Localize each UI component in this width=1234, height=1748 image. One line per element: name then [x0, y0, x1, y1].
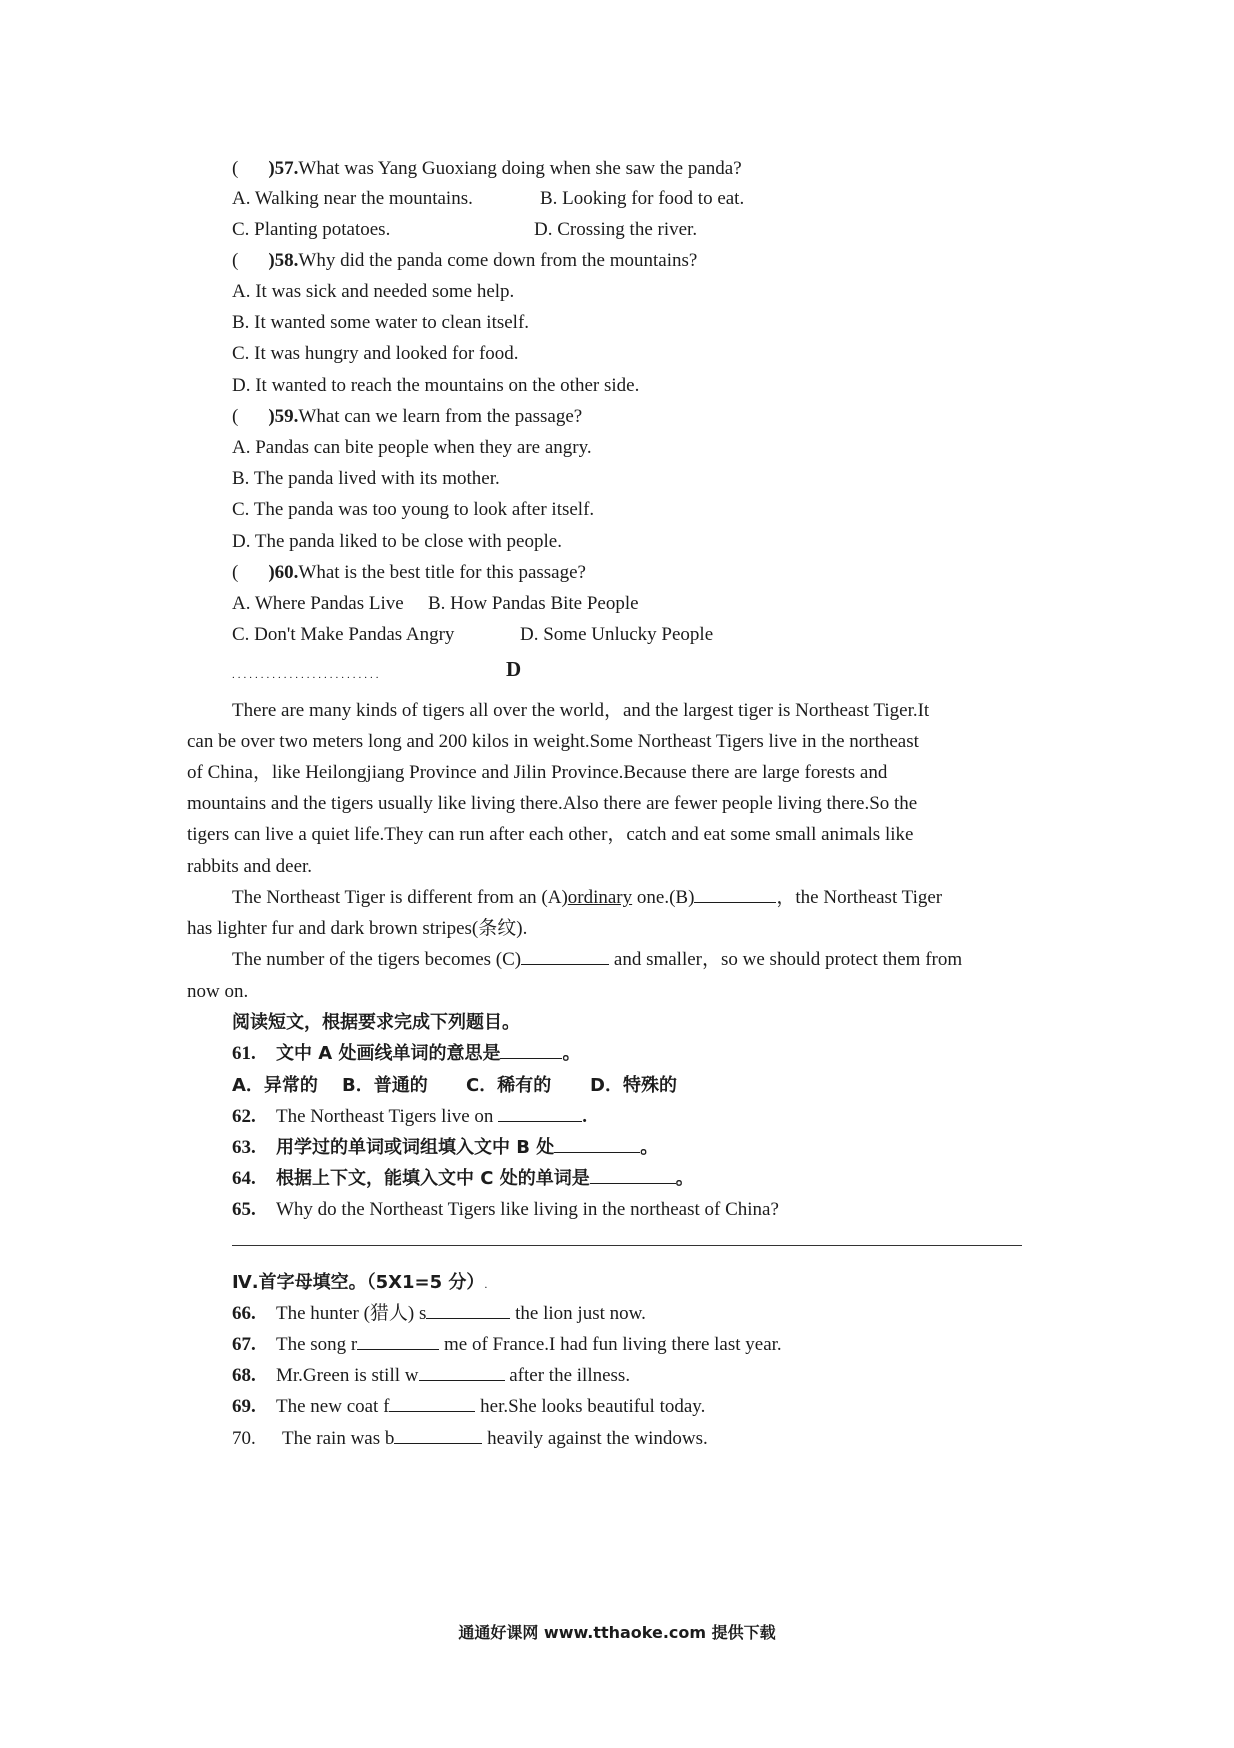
- options-row: [232, 623, 713, 647]
- question-text: 文中 A 处画线单词的意思是: [276, 1043, 501, 1064]
- question-text: me of France.I had fun living there last year.: [439, 1334, 782, 1355]
- option-c: C. It was hungry and looked for food.: [232, 343, 519, 364]
- question-text: What was Yang Guoxiang doing when she saw the panda?: [298, 158, 742, 179]
- answer-blank: [357, 1333, 439, 1350]
- question-61: [232, 1042, 580, 1066]
- options-row: [232, 218, 697, 242]
- section-title: Ⅳ.首字母填空。（5X1=5 分）: [232, 1272, 485, 1293]
- question-number: )60.: [268, 562, 299, 583]
- option-b: B. Looking for food to eat.: [540, 188, 745, 209]
- answer-blank: [389, 1395, 475, 1412]
- passage-text: ，the Northeast Tiger: [776, 887, 943, 908]
- option-d: D．特殊的: [590, 1075, 677, 1096]
- option-a: A. Where Pandas Live: [232, 593, 404, 614]
- option-a: A. Walking near the mountains.: [232, 188, 473, 209]
- passage-text: and smaller，so we should protect them from: [609, 949, 963, 970]
- question-64: [232, 1167, 694, 1191]
- passage-line: rabbits and deer.: [187, 856, 313, 877]
- question-62: [232, 1105, 587, 1129]
- answer-paren: (: [232, 158, 239, 179]
- question-number: 62.: [232, 1106, 256, 1127]
- answer-blank: [554, 1136, 640, 1153]
- question-text: the lion just now.: [510, 1303, 646, 1324]
- question-number: 70.: [232, 1428, 256, 1449]
- passage-line: can be over two meters long and 200 kilos in weight.Some Northeast Tigers live in the northeast: [187, 731, 919, 752]
- option-c: C．稀有的: [466, 1075, 552, 1096]
- question-68: [232, 1364, 630, 1388]
- question-57: [232, 157, 742, 181]
- footer-text: 通通好课网 www.tthaoke.com 提供下载: [458, 1623, 776, 1642]
- answer-blank: [426, 1302, 510, 1319]
- option-a: A. Pandas can bite people when they are angry.: [232, 437, 592, 458]
- question-text: 根据上下文，能填入文中 C 处的单词是: [276, 1168, 590, 1189]
- question-text: heavily against the windows.: [482, 1428, 708, 1449]
- question-number: 69.: [232, 1396, 256, 1417]
- punctuation: 。: [562, 1043, 581, 1064]
- question-text: The new coat f: [276, 1396, 390, 1417]
- punctuation: 。: [640, 1137, 659, 1158]
- passage-line: [232, 886, 942, 910]
- option-a: A. It was sick and needed some help.: [232, 281, 515, 302]
- answer-blank: [419, 1364, 505, 1381]
- footer: [0, 1620, 1234, 1644]
- option-b: B. How Pandas Bite People: [428, 593, 639, 614]
- question-number: 66.: [232, 1303, 256, 1324]
- question-text: Why do the Northeast Tigers like living in the northeast of China?: [276, 1199, 779, 1220]
- instructions: 阅读短文，根据要求完成下列题目。: [232, 1012, 520, 1033]
- punctuation: .: [484, 1277, 488, 1291]
- question-text: The hunter (猎人) s: [276, 1303, 427, 1324]
- question-text: The rain was b: [282, 1428, 395, 1449]
- option-d: D. Some Unlucky People: [520, 624, 714, 645]
- question-65: [232, 1198, 779, 1222]
- option-d: D. Crossing the river.: [534, 219, 698, 240]
- question-59: [232, 405, 582, 429]
- passage-line: of China，like Heilongjiang Province and Jilin Province.Because there are large forests and: [187, 762, 888, 783]
- punctuation: 。: [675, 1168, 694, 1189]
- options-row: [232, 592, 639, 616]
- option-c: C. Don't Make Pandas Angry: [232, 624, 455, 645]
- question-number: 68.: [232, 1365, 256, 1386]
- question-58: [232, 249, 697, 273]
- option-b: B. The panda lived with its mother.: [232, 468, 500, 489]
- question-text: 用学过的单词或词组填入文中 B 处: [276, 1137, 555, 1158]
- option-d: D. The panda liked to be close with people.: [232, 531, 562, 552]
- question-66: [232, 1302, 646, 1326]
- question-number: )58.: [268, 250, 299, 271]
- question-number: 61.: [232, 1043, 256, 1064]
- answer-blank: [590, 1167, 676, 1184]
- question-number: 67.: [232, 1334, 256, 1355]
- passage-line: mountains and the tigers usually like living there.Also there are fewer people living there.So the: [187, 793, 918, 814]
- answer-blank: [498, 1105, 582, 1122]
- passage-text: The number of the tigers becomes (C): [232, 949, 522, 970]
- passage-line: [232, 948, 962, 972]
- option-d: D. It wanted to reach the mountains on the other side.: [232, 375, 640, 396]
- question-number: )57.: [268, 158, 299, 179]
- option-c: C. The panda was too young to look after itself.: [232, 499, 595, 520]
- punctuation: .: [582, 1106, 587, 1127]
- section-d-heading: D: [506, 657, 522, 681]
- question-number: 63.: [232, 1137, 256, 1158]
- question-text: after the illness.: [504, 1365, 631, 1386]
- answer-line: [232, 1245, 1022, 1246]
- answer-paren: (: [232, 562, 239, 583]
- passage-text: one.(B): [632, 887, 695, 908]
- blank-b: [694, 886, 776, 903]
- answer-paren: (: [232, 406, 239, 427]
- question-text: What is the best title for this passage?: [298, 562, 586, 583]
- question-70: [232, 1427, 708, 1451]
- question-69: [232, 1395, 705, 1419]
- question-text: The Northeast Tigers live on: [276, 1106, 494, 1127]
- passage-line: There are many kinds of tigers all over the world，and the largest tiger is Northeast Tiger.It: [232, 700, 930, 721]
- answer-paren: (: [232, 250, 239, 271]
- passage-line: has lighter fur and dark brown stripes(条纹).: [187, 918, 528, 939]
- question-67: [232, 1333, 782, 1357]
- question-60: [232, 561, 586, 585]
- dot-leader: ..........................: [232, 669, 382, 681]
- passage-line: tigers can live a quiet life.They can run after each other，catch and eat some small animals like: [187, 824, 914, 845]
- question-text: Mr.Green is still w: [276, 1365, 419, 1386]
- option-c: C. Planting potatoes.: [232, 219, 391, 240]
- answer-blank: [394, 1427, 482, 1444]
- passage-text: The Northeast Tiger is different from an (A): [232, 887, 568, 908]
- question-63: [232, 1136, 658, 1160]
- option-a: A．异常的: [232, 1075, 318, 1096]
- question-number: 64.: [232, 1168, 256, 1189]
- question-text: The song r: [276, 1334, 358, 1355]
- question-number: )59.: [268, 406, 299, 427]
- question-text: What can we learn from the passage?: [298, 406, 583, 427]
- options-row: [232, 1074, 677, 1098]
- question-text: Why did the panda come down from the mountains?: [298, 250, 698, 271]
- question-text: her.She looks beautiful today.: [475, 1396, 706, 1417]
- question-number: 65.: [232, 1199, 256, 1220]
- option-b: B．普通的: [342, 1075, 428, 1096]
- options-row: [232, 187, 744, 211]
- passage-line: now on.: [187, 981, 249, 1002]
- option-b: B. It wanted some water to clean itself.: [232, 312, 530, 333]
- section-4-heading: [232, 1271, 487, 1296]
- blank-c: [521, 948, 609, 965]
- section-d-leader: [232, 663, 382, 687]
- underlined-word: ordinary: [567, 887, 633, 908]
- answer-blank: [500, 1042, 562, 1059]
